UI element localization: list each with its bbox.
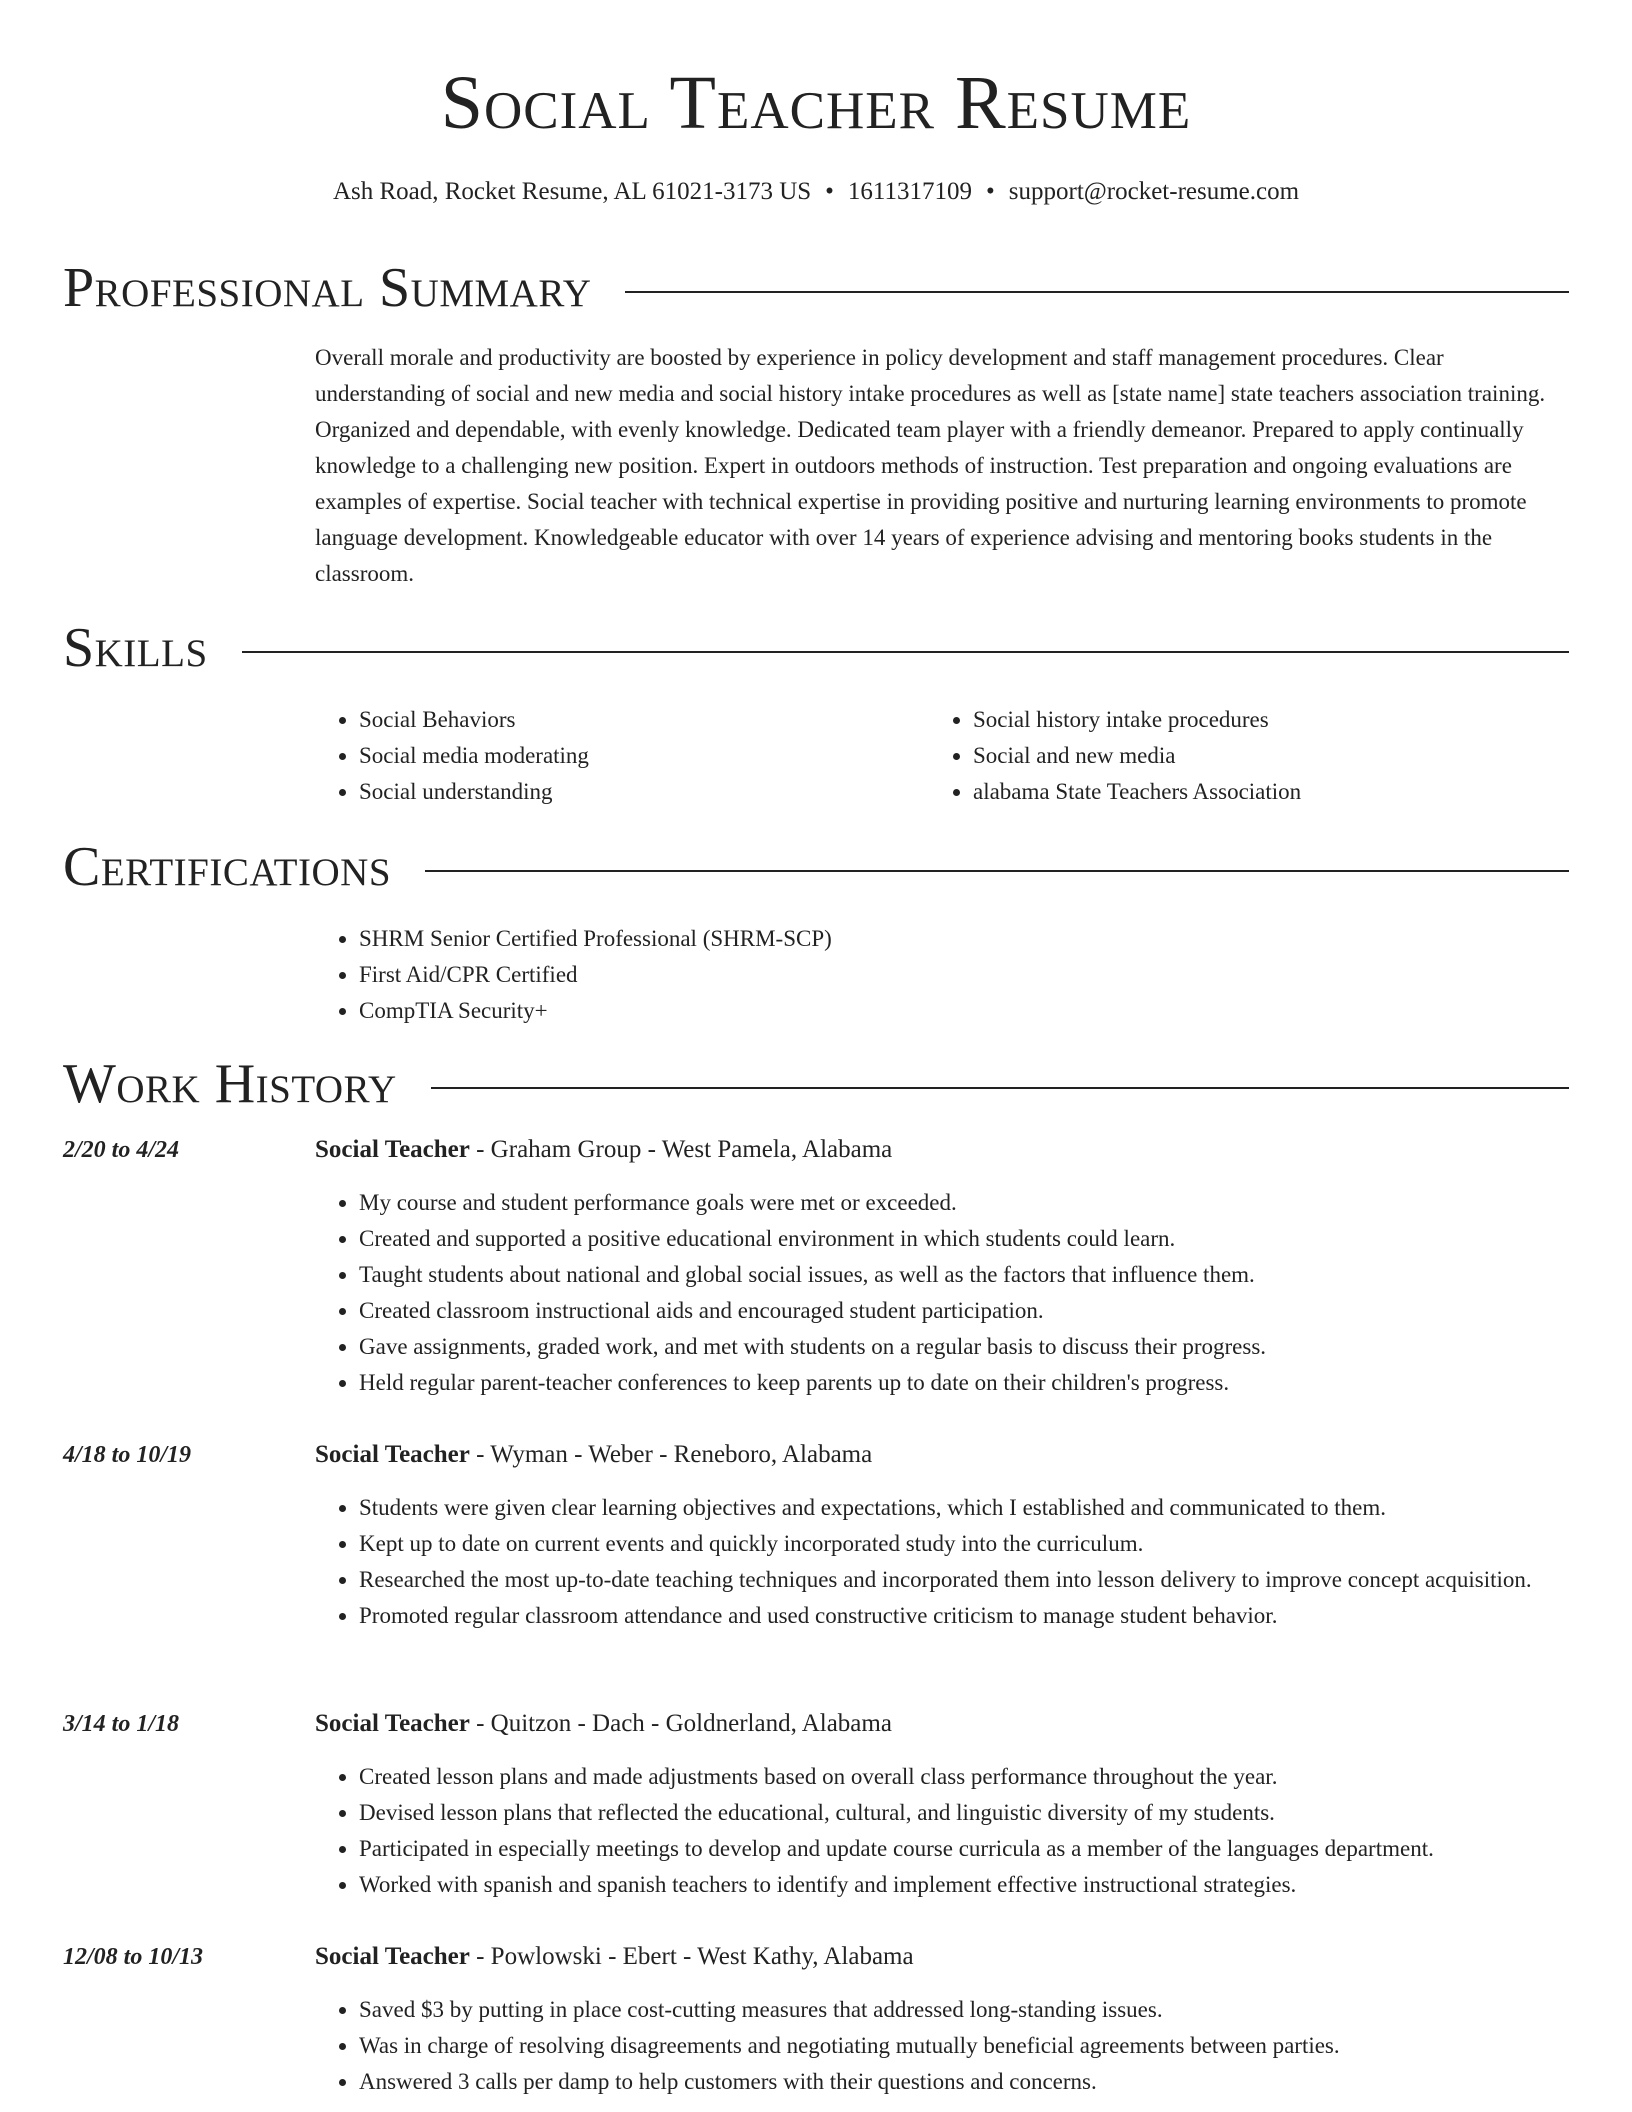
job-details: - Powlowski - Ebert - West Kathy, Alabama: [469, 1943, 914, 1970]
job-dates: 12/08 to 10/13: [63, 1944, 204, 1970]
resume-title: Social Teacher Resume: [440, 61, 1192, 145]
job-details: - Wyman - Weber - Reneboro, Alabama: [469, 1441, 873, 1468]
contact-email: support@rocket-resume.com: [1008, 178, 1300, 205]
section-divider: [625, 291, 1569, 293]
section-divider: [431, 1087, 1569, 1089]
certification-item: • SHRM Senior Certified Professional (SHRM-SCP): [359, 921, 832, 957]
certification-item: • First Aid/CPR Certified: [359, 957, 832, 993]
duty-item: • Promoted regular classroom attendance and used constructive criticism to manage student behavior.: [359, 1598, 1569, 1634]
certification-item: • CompTIA Security+: [359, 993, 832, 1029]
duty-item: • Gave assignments, graded work, and met with students on a regular basis to discuss their progress.: [359, 1329, 1569, 1365]
job-heading: [315, 1939, 914, 1975]
certifications-heading: Certifications: [63, 836, 392, 898]
job-details: - Graham Group - West Pamela, Alabama: [469, 1136, 893, 1163]
skill-item: • Social understanding: [359, 774, 589, 810]
skill-item: • Social media moderating: [359, 738, 589, 774]
skill-item: • Social and new media: [973, 738, 1301, 774]
work-history-section-header: [63, 1052, 1569, 1116]
work-history-heading: Work History: [63, 1053, 397, 1115]
contact-line: [0, 175, 1632, 209]
duty-item: • Created and supported a positive educational environment in which students could learn.: [359, 1221, 1569, 1257]
job-role: Social Teacher: [315, 1441, 470, 1468]
job-dates: 4/18 to 10/19: [63, 1442, 192, 1468]
duty-item: • Saved $3 by putting in place cost-cutting measures that addressed long-standing issues.: [359, 1992, 1569, 2028]
duty-item: • Kept up to date on current events and quickly incorporated study into the curriculum.: [359, 1526, 1569, 1562]
skill-item: • alabama State Teachers Association: [973, 774, 1301, 810]
duty-item: • Taught students about national and global social issues, as well as the factors that influence them.: [359, 1257, 1569, 1293]
duty-item: • Devised lesson plans that reflected the educational, cultural, and linguistic diversity of my students.: [359, 1795, 1569, 1831]
duty-item: • Students were given clear learning objectives and expectations, which I established and communicated to them.: [359, 1490, 1569, 1526]
contact-separator: •: [825, 178, 834, 205]
job-duties: [315, 1490, 1569, 1634]
duty-item: • Held regular parent-teacher conferences to keep parents up to date on their children's progress.: [359, 1365, 1569, 1401]
summary-text: Overall morale and productivity are boosted by experience in policy development and staff management procedures. Clear understanding of social and new media and social history intake procedures as well as [state name] state teachers association training. Organized and dependable, with evenly knowledge. Dedicated team player with a friendly demeanor. Prepared to apply continually knowledge to a challenging new position. Expert in outdoors methods of instruction. Test preparation and ongoing evaluations are examples of expertise. Social teacher with technical expertise in providing positive and nurturing learning environments to promote language development. Knowledgeable educator with over 14 years of experience advising and mentoring books students in the classroom.: [315, 345, 1546, 586]
contact-address: Ash Road, Rocket Resume, AL 61021-3173 US: [332, 178, 812, 205]
contact-phone: 1611317109: [847, 178, 972, 205]
section-divider: [242, 651, 1569, 653]
duty-item: • Worked with spanish and spanish teachers to identify and implement effective instructional strategies.: [359, 1867, 1569, 1903]
contact-separator: •: [986, 178, 995, 205]
job-role: Social Teacher: [315, 1710, 470, 1737]
duty-item: • Researched the most up-to-date teaching techniques and incorporated them into lesson delivery to improve concept acquisition.: [359, 1562, 1569, 1598]
certifications-list: [315, 921, 832, 1029]
job-duties: [315, 1759, 1569, 1903]
skills-right-column: [929, 702, 1301, 810]
job-role: Social Teacher: [315, 1943, 470, 1970]
duty-item: • Answered 3 calls per damp to help customers with their questions and concerns.: [359, 2064, 1569, 2100]
duty-item: • My course and student performance goals were met or exceeded.: [359, 1185, 1569, 1221]
skills-heading: Skills: [63, 617, 208, 679]
duty-item: • Participated in especially meetings to develop and update course curricula as a member of the languages department.: [359, 1831, 1569, 1867]
skills-section-header: [63, 616, 1569, 680]
job-heading: [315, 1437, 872, 1473]
job-heading: [315, 1706, 892, 1742]
job-role: Social Teacher: [315, 1136, 470, 1163]
job-duties: [315, 1992, 1569, 2100]
job-details: - Quitzon - Dach - Goldnerland, Alabama: [469, 1710, 892, 1737]
section-divider: [425, 870, 1569, 872]
duty-item: • Created lesson plans and made adjustments based on overall class performance throughout the year.: [359, 1759, 1569, 1795]
job-duties: [315, 1185, 1569, 1401]
job-heading: [315, 1132, 892, 1168]
summary-heading: Professional Summary: [63, 257, 592, 319]
job-dates: 3/14 to 1/18: [63, 1711, 180, 1737]
skill-item: • Social history intake procedures: [973, 702, 1301, 738]
job-dates: 2/20 to 4/24: [63, 1137, 180, 1163]
skill-item: • Social Behaviors: [359, 702, 589, 738]
certifications-section-header: [63, 835, 1569, 899]
duty-item: • Created classroom instructional aids and encouraged student participation.: [359, 1293, 1569, 1329]
summary-section-header: [63, 256, 1569, 320]
duty-item: • Was in charge of resolving disagreements and negotiating mutually beneficial agreements between parties.: [359, 2028, 1569, 2064]
skills-left-column: [315, 702, 589, 810]
